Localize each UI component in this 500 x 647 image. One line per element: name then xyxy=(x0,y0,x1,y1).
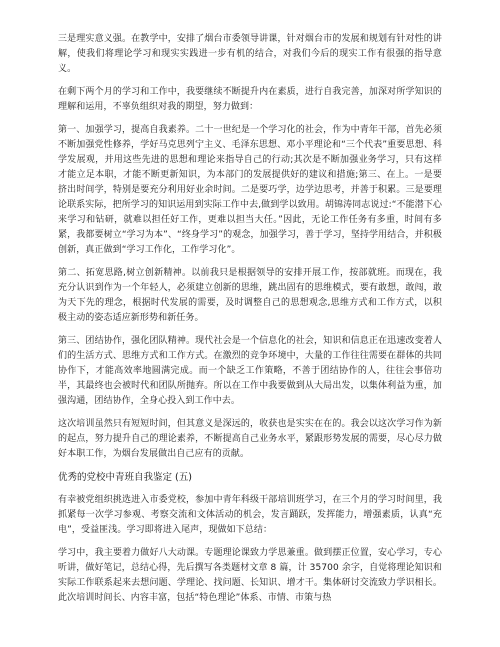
paragraph-future-plan: 在剩下两个月的学习和工作中，我要继续不断提升内在素质，进行自我完善，加深对所学知识的理解和运用，不辜负组织对我的期望，努力做到： xyxy=(58,87,442,112)
paragraph-study-summary: 学习中，我主要着力做好八大动课。专题理论课致力学思兼重。做到摆正位置，安心学习，专心听讲，做好笔记，总结心得，先后撰写各类题材文章 8 篇，计 35700 余字，自觉将理论知识和实际工作联系起来去想问题、学理论、找问题、长知识、增才干。集体研讨交流致力学识相长。此次培训时间长、内容丰富，包括“特色理论”体系、市情、市策与热 xyxy=(58,548,442,603)
paragraph-intro-five: 有幸被党组织挑选进入市委党校，参加中青年科级干部培训班学习，在三个月的学习时间里，我抓紧每一次学习参观、考察交流和文体活动的机会，发言踊跃，发挥能力，增强素质，认真“充电”，受益匪浅。学习即将进入尾声，现做如下总结： xyxy=(58,495,442,535)
paragraph-point-three-teamwork: 第三、团结协作，强化团队精神。现代社会是一个信息化的社会，知识和信息正在迅速改变着人们的生活方式、思维方式和工作方式。在激烈的竞争环境中，大量的工作往往需要在群体的共同协作下，才能高效率地圆满完成。而一个缺乏工作策略，不善于团结协作的人，往往会事倍功半，其最终也会被时代和团队所抛弃。所以在工作中我要做到从大局出发，以集体利益为重，加强沟通，团结协作，全身心投入到工作中去。 xyxy=(58,336,442,406)
paragraph-conclusion: 这次培训虽然只有短短时间，但其意义是深远的，收获也是实实在在的。我会以这次学习作为新的起点，努力提升自己的理论素养，不断提高自己业务水平，紧跟形势发展的需要，尽心尽力做好本职工作，为烟台发展做出自己应有的贡献。 xyxy=(58,419,442,459)
paragraph-point-one-study: 第一、加强学习，提高自我素养。二十一世纪是一个学习化的社会，作为中青年干部，首先必须不断加强党性修养，学好马克思列宁主义、毛泽东思想、邓小平理论和“三个代表”重要思想、科学发展观，并用这些先进的思想和理论来指导自己的行动;其次是不断加强业务学习，只有这样才能立足本职，才能不断更新知识，为本部门的发展提供好的建议和措施;第三、在上。一是要挤出时间学，特别是要充分利用好业余时间。二是要巧学，边学边思考，并善于积累。三是要理论联系实际，把所学习的知识运用到实际工作中去,做到学以致用。胡锦涛同志说过:“不能潜下心来学习和钻研，就难以担任好工作，更难以担当大任。”因此，无论工作任务有多重，时间有多紧，我都要树立“学习为本”、“终身学习”的观念，加强学习，善于学习，坚持学用结合，并积极创新，真正做到“学习工作化，工作学习化”。 xyxy=(58,125,442,255)
paragraph-practical-significance: 三是理实意义强。在教学中，安排了烟台市委领导讲课，针对烟台市的发展和规划有针对性的讲解，使我们将理论学习和现实实践进一步有机的结合，对我们今后的现实工作有很强的指导意义。 xyxy=(58,34,442,74)
paragraph-point-two-innovation: 第二、拓宽思路,树立创新精神。以前我只是根据领导的安排开展工作，按部就班。而现在，我充分认识到作为一个年轻人，必须建立创新的思维，跳出固有的思维模式，要有敢想，敢闯，敢为天下先的理念，根据时代发展的需要，及时调整自己的思想观念,思维方式和工作方式，以积极主动的姿态适应新形势和新任务。 xyxy=(58,268,442,323)
section-title: 优秀的党校中青班自我鉴定 (五) xyxy=(58,472,192,483)
